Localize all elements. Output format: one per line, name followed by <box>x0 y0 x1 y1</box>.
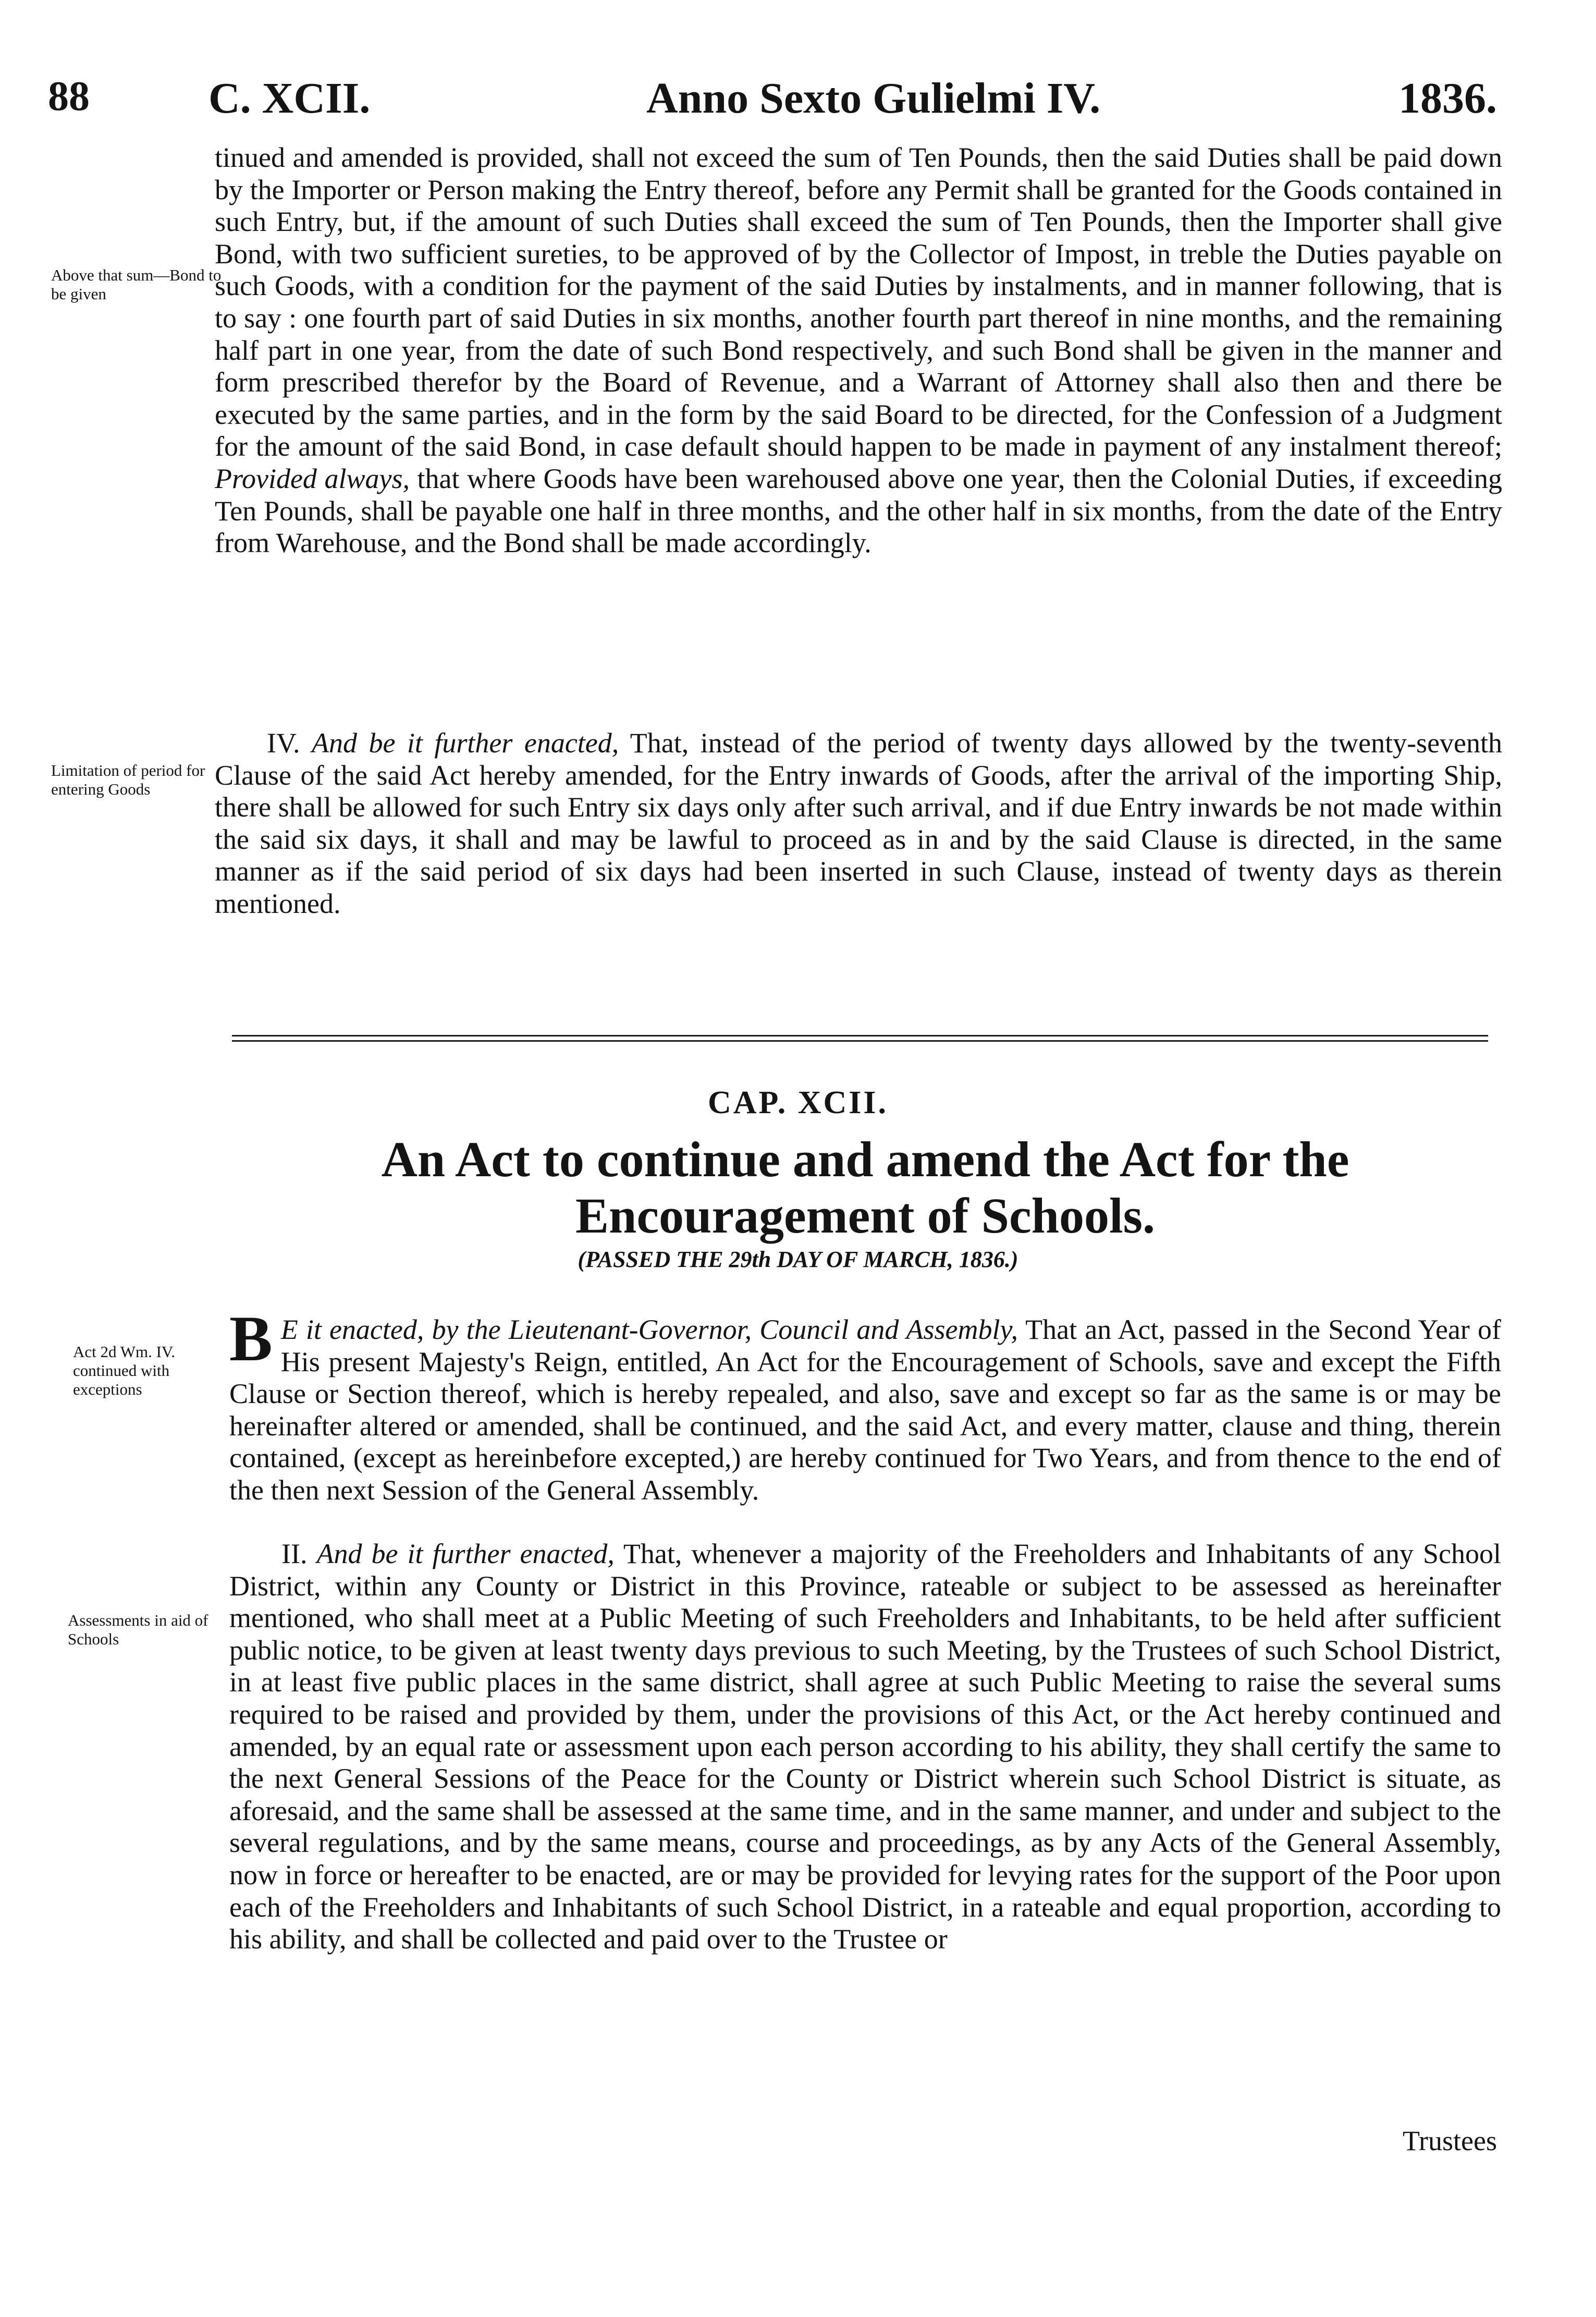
enacting-phrase: And be it further enacted, <box>312 727 619 759</box>
margin-note-assessments: Assessments in aid of Schools <box>68 1611 208 1648</box>
proviso-text: that where Goods have been warehoused above one year, then the Colonial Duties, if exceeding Ten Pounds, shall be payable one half in three months, and the other half in six months, from the date of the Entry from Warehouse, and the Bond shall be made accordingly. <box>215 462 1503 559</box>
section-numeral: IV. <box>267 727 300 759</box>
chapter-number: C. XCII. <box>208 74 371 123</box>
section-i <box>229 1303 1501 1507</box>
margin-note-act-continued: Act 2d Wm. IV. continued with exceptions <box>73 1343 176 1398</box>
enacting-phrase: And be it further enacted, <box>316 1538 615 1569</box>
drop-cap: B <box>229 1303 273 1374</box>
section-continuation <box>215 142 1502 559</box>
act-title: An Act to continue and amend the Act for the Encouragement of Schools. <box>381 1131 1349 1243</box>
margin-note-bond: Above that sum—Bond to be given <box>51 266 222 303</box>
section-ii <box>229 1538 1501 1956</box>
page-number: 88 <box>48 74 90 119</box>
enacting-phrase: E it enacted, by the Lieutenant-Governor, Council and Assembly, <box>280 1314 1018 1345</box>
running-title: Anno Sexto Gulielmi IV. <box>646 74 1101 123</box>
proviso-label: Provided always, <box>215 462 410 494</box>
running-year: 1836. <box>1398 74 1497 123</box>
margin-note-limitation: Limitation of period for entering Goods <box>51 761 205 798</box>
section-text: That an Act, passed in the Second Year of His present Majesty's Reign, entitled, An Act for the Encouragement of Schools, save and except the Fifth Clause or Section thereof, which is hereby repealed, and also, save and except so far as the same is or may be hereinafter altered or amended, shall be continued, and the said Act, and every matter, clause and thing, therein contained, (except as hereinbefore excepted,) are hereby continued for Two Years, and from thence to the end of the then next Session of the General Assembly. <box>229 1314 1501 1506</box>
section-text: That, instead of the period of twenty days allowed by the twenty-seventh Clause of the said Act hereby amended, for the Entry inwards of Goods, after the arrival of the importing Ship, there shall be allowed for such Entry six days only after such arrival, and if due Entry inwards be not made within the said six days, it shall and may be lawful to proceed as in and by the said Clause is directed, in the same manner as if the said period of six days had been inserted in such Clause, instead of twenty days as therein mentioned. <box>215 727 1503 919</box>
passed-date: (PASSED THE 29th DAY OF MARCH, 1836.) <box>578 1247 1018 1272</box>
section-text: That, whenever a majority of the Freeholders and Inhabitants of any School District, within any County or District in this Province, rateable or subject to be assessed as hereinafter mentioned, who shall meet at a Public Meeting of such Freeholders and Inhabitants, to be held after sufficient public notice, to be given at least twenty days previous to such Meeting, by the Trustees of such School District, in at least five public places in the same district, shall agree at such Public Meeting to raise the several sums required to be raised and provided by them, under the provisions of this Act, or the Act hereby continued and amended, by an equal rate or assessment upon each person according to his ability, they shall certify the same to the next General Sessions of the Peace for the County or District wherein such School District is situate, as aforesaid, and the same shall be assessed at the same time, and in the same manner, and under and subject to the several regulations, and by the same means, course and proceedings, as by any Acts of the General Assembly, now in force or hereafter to be enacted, are or may be provided for levying rates for the support of the Poor upon each of the Freeholders and Inhabitants of such School District, in a rateable and equal proportion, according to his ability, and shall be collected and paid over to the Trustee or <box>229 1538 1501 1955</box>
running-head <box>0 73 1596 141</box>
catchword: Trustees <box>1402 2125 1497 2156</box>
section-divider <box>232 1035 1488 1042</box>
cap-heading: CAP. XCII. <box>707 1085 889 1120</box>
section-numeral: II. <box>281 1538 308 1569</box>
section-iv <box>215 727 1502 920</box>
section-text: tinued and amended is provided, shall not exceed the sum of Ten Pounds, then the said Duties shall be paid down by the Importer or Person making the Entry thereof, before any Permit shall be granted for the Goods contained in such Entry, but, if the amount of such Duties shall exceed the sum of Ten Pounds, then the Importer shall give Bond, with two sufficient sureties, to be approved of by the Collector of Impost, in treble the Duties payable on such Goods, with a condition for the payment of the said Duties by instalments, and in manner following, that is to say : one fourth part of said Duties in six months, another fourth part thereof in nine months, and the remaining half part in one year, from the date of such Bond respectively, and such Bond shall be given in the manner and form prescribed therefor by the Board of Revenue, and a Warrant of Attorney shall also then and there be executed by the same parties, and in the form by the said Board to be directed, for the Confession of a Judgment for the amount of the said Bond, in case default should happen to be made in payment of any instalment thereof; <box>215 142 1502 462</box>
